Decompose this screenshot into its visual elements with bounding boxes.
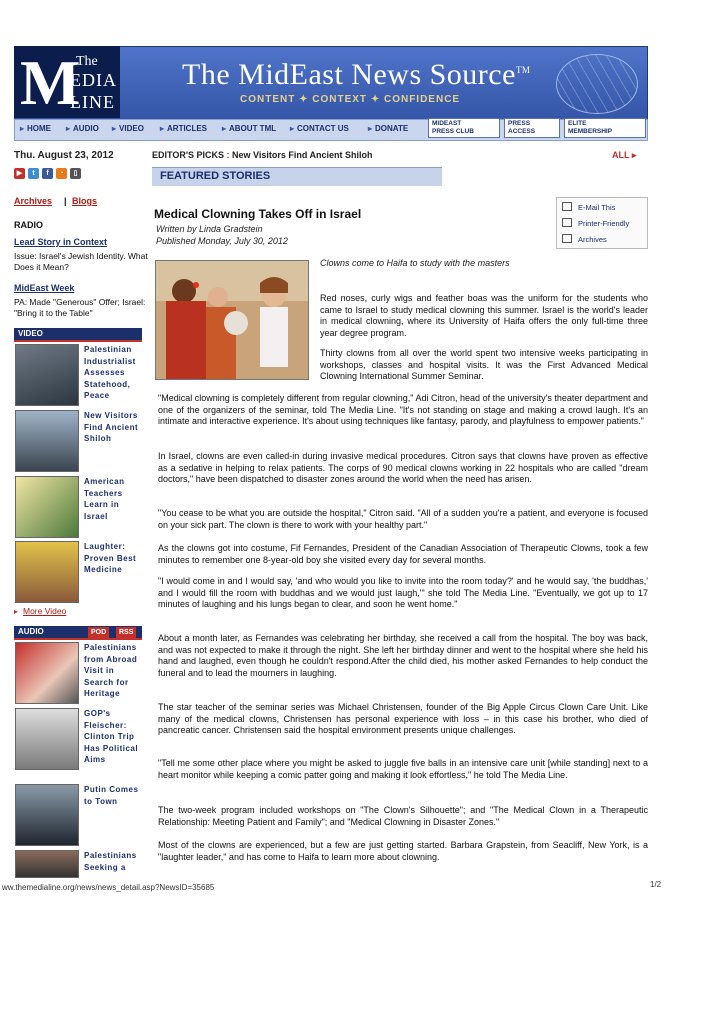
article-paragraph: "I would come in and I would say, 'and who would you like to invite into the room today?' and he would say, 'the buddhas,' and I would fill the room with buddhas and we would just laugh,'" she told The Media Line. "Eventually, we got up to 17 minutes of laughing and his lungs began to clear, and soon he went home." [158, 576, 648, 609]
article-paragraph: Most of the clowns are experienced, but a few are just getting started. Barbara Grapstein, from Seacliff, New York, is a "laughter leader," and has come to Haifa to learn more about clowning. [158, 840, 648, 862]
article-title: Medical Clowning Takes Off in Israel [154, 207, 362, 221]
nav-about[interactable]: ▸ ABOUT TML [222, 124, 276, 133]
article-paragraph: "You cease to be what you are outside the hospital," Citron said. "All of a sudden you're a patient, and everyone is focused on your sick part. The clown is there to work with your healthy part." [158, 508, 648, 530]
nav-articles[interactable]: ▸ ARTICLES [160, 124, 207, 133]
archives-tool-link[interactable] [562, 234, 607, 244]
box-line-1: ELITE [568, 120, 587, 127]
picks-label: EDITOR'S PICKS [152, 150, 224, 160]
email-this-link[interactable] [562, 202, 615, 212]
mideast-press-club-button[interactable] [428, 118, 500, 138]
printer-friendly-link[interactable] [562, 218, 629, 228]
blogs-link[interactable]: Blogs [72, 196, 98, 206]
picks-separator: : [226, 150, 230, 160]
audio-thumb-fleischer[interactable] [15, 708, 79, 770]
page-url: ww.themedialine.org/news/news_detail.asp?NewsID=35685 [2, 883, 215, 892]
article-paragraph: As the clowns got into costume, Fif Fernandes, President of the Canadian Association of Therapeutic Clowns, took a few minutes to remember one 8-year-old boy she visited every day for several months. [158, 543, 648, 565]
article-paragraph: Red noses, curly wigs and feather boas was the uniform for the students who came to Israel to study medical clowning this summer. Israel is the world's leader in medical clowning, where its University of Haifa offers the only full-time three year degree program. [320, 293, 648, 338]
site-title-text: The MidEast News Source [182, 58, 516, 91]
tool-label: Archives [578, 235, 607, 244]
elite-membership-button[interactable] [564, 118, 646, 138]
rss-icon[interactable]: ◔ [56, 168, 67, 179]
audio-thumb-heritage[interactable] [15, 642, 79, 704]
more-arrow-icon: ▸ [14, 607, 19, 616]
box-line-1: MIDEAST [432, 120, 462, 127]
site-tagline: CONTENT ✦ CONTEXT ✦ CONFIDENCE [240, 94, 461, 105]
nav-home[interactable]: ▸ HOME [20, 124, 51, 133]
video-thumb-shiloh[interactable] [15, 410, 79, 472]
rss-badge[interactable]: RSS [116, 627, 136, 638]
current-date: Thu. August 23, 2012 [14, 150, 114, 161]
globe-icon [556, 54, 638, 114]
video-thumb-industrialist[interactable] [15, 344, 79, 406]
site-title [182, 58, 530, 92]
all-picks-link[interactable]: ALL ▸ [612, 150, 637, 160]
radio-heading: RADIO [14, 220, 43, 230]
article-photo-clowns [155, 260, 309, 380]
box-line-1: PRESS [508, 120, 531, 127]
archives-link[interactable]: Archives [14, 196, 53, 206]
photo-caption: Clowns come to Haifa to study with the masters [320, 258, 510, 268]
picks-link[interactable]: New Visitors Find Ancient Shiloh [232, 150, 373, 160]
issue-text[interactable]: Issue: Israel's Jewish Identity. What Does it Mean? [14, 251, 148, 272]
article-paragraph: About a month later, as Fernandes was celebrating her birthday, she received a call from the hospital. The boy was back, and was not expected to make it through the night. She left her birthday dinner and went to the hospital where she held his hand and laughed, even though he couldn't respond.After the child died, his mother asked Fernandes to help conduct the funeral and to lead the mourners in laughing. [158, 633, 648, 678]
video-title-industrialist[interactable]: Palestinian Industrialist Assesses Statehood, Peace [84, 345, 136, 400]
article-paragraph: The two-week program included workshops on "The Clown's Silhouette"; and "The Medical Clown in a Therapeutic Relationship: Meeting Patient and Family"; and "Medical Clowning in Disaster Zones." [158, 805, 648, 827]
printer-icon [562, 218, 572, 227]
audio-thumb-putin[interactable] [15, 784, 79, 846]
audio-heading: AUDIO [18, 627, 44, 636]
audio-title-heritage[interactable]: Palestinians from Abroad Visit in Search for Heritage [84, 643, 138, 698]
article-paragraph: "Tell me some other place where you might be asked to juggle five balls in an intensive care unit [while standing] next to a heart monitor while keeping a comic patter going and making it look effortless," he told The Media Line. [158, 758, 648, 780]
box-line-2: MEMBERSHIP [568, 128, 613, 135]
nav-audio[interactable]: ▸ AUDIO [66, 124, 99, 133]
logo-line: LINE [70, 92, 115, 112]
video-thumb-laughter[interactable] [15, 541, 79, 603]
logo-letter-m: M [20, 47, 81, 118]
video-thumb-teachers[interactable] [15, 476, 79, 538]
nav-video[interactable]: ▸ VIDEO [112, 124, 144, 133]
page-number: 1/2 [650, 880, 662, 889]
audio-title-seeking[interactable]: Palestinians Seeking a [84, 851, 137, 872]
archive-icon [562, 234, 572, 243]
article-byline: Written by Linda Gradstein [156, 224, 263, 234]
tool-label: E-Mail This [578, 203, 616, 212]
facebook-icon[interactable]: f [42, 168, 53, 179]
article-paragraph: "Medical clowning is completely different from regular clowning," Adi Citron, head of the university's theater department and one of the organizers of the seminar, told The Media Line. "It's not standing on stage and making a crowd laugh. It's an intimate and interactive experience. It's about using techniques like fantasy, parody, and playfulness to empower patients." [158, 393, 648, 426]
youtube-icon[interactable]: ▶ [14, 168, 25, 179]
nav-contact[interactable]: ▸ CONTACT US [290, 124, 349, 133]
article-paragraph: In Israel, clowns are even called-in during invasive medical procedures. Citron says that clowns have proven as effective as a sedative in helping to relax patients. The corps of 90 medical clowns working in 22 hospitals who are called "dream doctors," have been dispatched to disaster zones around the world when the need has arisen. [158, 451, 648, 484]
article-paragraph: The star teacher of the seminar series was Michael Christensen, founder of the Big Apple Circus Clown Care Unit. Like many of the medical clowns, Christensen has personal experience with loss – in this case his brother, who died of pancreatic cancer. Christensen said the hospital environment presents unique challenges. [158, 702, 648, 735]
editors-picks [152, 150, 373, 160]
box-line-2: ACCESS [508, 128, 536, 135]
mideast-week-link[interactable]: MidEast Week [14, 283, 75, 293]
audio-thumb-seeking[interactable] [15, 850, 79, 878]
featured-stories-heading: FEATURED STORIES [160, 170, 271, 182]
article-date: Published Monday, July 30, 2012 [156, 236, 288, 246]
pod-badge[interactable]: POD [88, 627, 109, 638]
press-access-button[interactable] [504, 118, 560, 138]
lead-story-link[interactable]: Lead Story in Context [14, 237, 108, 247]
video-heading: VIDEO [18, 329, 43, 338]
video-title-teachers[interactable]: American Teachers Learn in Israel [84, 477, 125, 521]
audio-title-putin[interactable]: Putin Comes to Town [84, 785, 139, 806]
mobile-icon[interactable]: ▯ [70, 168, 81, 179]
trademark: TM [515, 65, 531, 75]
video-title-shiloh[interactable]: New Visitors Find Ancient Shiloh [84, 411, 139, 443]
twitter-icon[interactable]: t [28, 168, 39, 179]
envelope-icon [562, 202, 572, 211]
clowns-illustration [156, 261, 308, 379]
link-divider: | [64, 196, 67, 206]
article-paragraph: Thirty clowns from all over the world spent two intensive weeks participating in workshops, classes and hospital visits. It was the First Advanced Medical Clowning International Summer Seminar. [320, 348, 648, 381]
video-title-laughter[interactable]: Laughter: Proven Best Medicine [84, 542, 137, 574]
pa-offer-text[interactable]: PA: Made "Generous" Offer; Israel: "Bring it to the Table" [14, 297, 146, 318]
logo-the: The [76, 54, 98, 69]
audio-title-fleischer[interactable]: GOP's Fleischer: Clinton Trip Has Political Aims [84, 709, 139, 764]
tool-label: Printer-Friendly [578, 219, 630, 228]
more-video-link[interactable]: More Video [23, 606, 67, 616]
nav-donate[interactable]: ▸ DONATE [368, 124, 408, 133]
box-line-2: PRESS CLUB [432, 128, 474, 135]
logo-edia: EDIA [70, 70, 117, 90]
